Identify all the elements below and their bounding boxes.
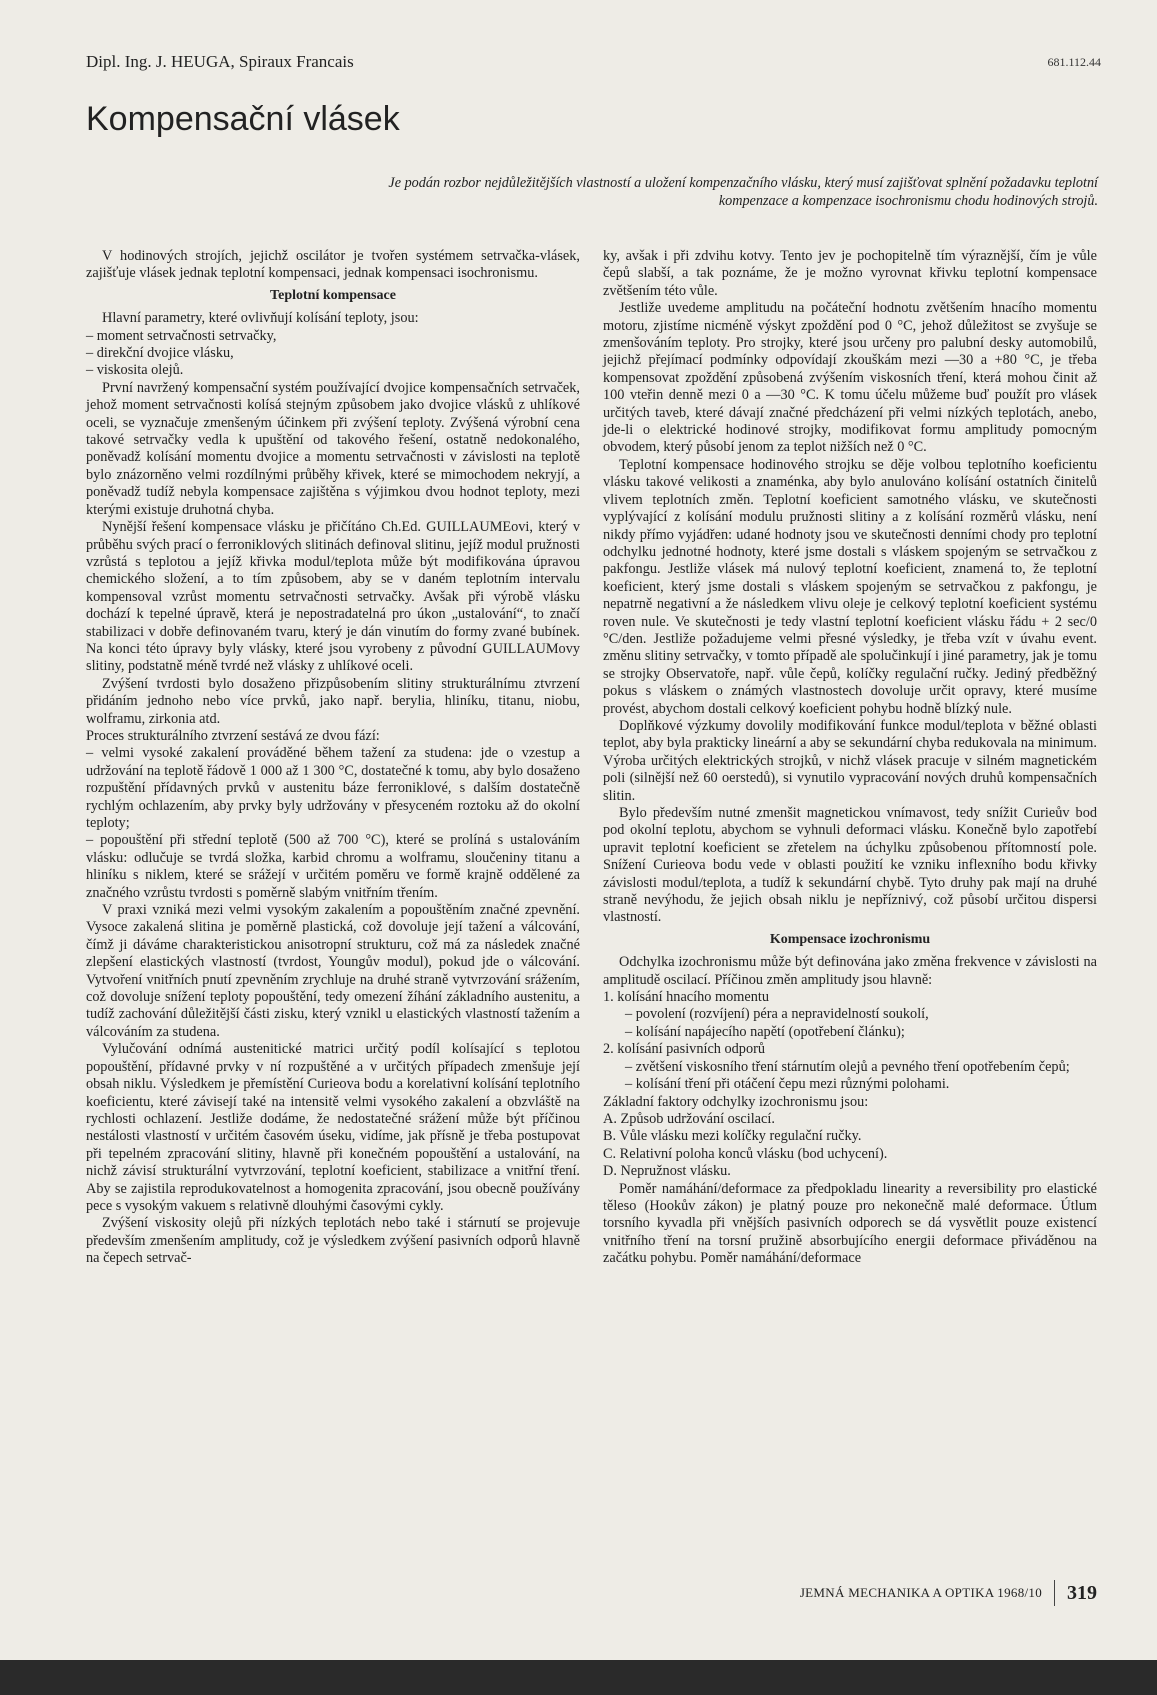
paragraph: ky, avšak i při zdvihu kotvy. Tento jev je pochopitelně tím výraznější, čím je vůle čepů slabší, a tak poznáme, že je možno vyrovnat křivku teplotní kompensace zvětšením této vůle.	[603, 248, 1097, 299]
paragraph: Nynější řešení kompensace vlásku je přičítáno Ch.Ed. GUILLAUMEovi, který v průběhu svých prací o ferroniklových slitinách definoval slitinu, jejíž modul pružnosti vzrůstá s teplotou a jejíž křivka modul/teplota může být modifikována úpravou chemického složení, a to tím způsobem, aby se v daném teplotním intervalu kompensoval vzrůst momentu setrvačnosti setrvačky. Avšak při výrobě vlásku dochází k tepelné úpravě, která je nepostradatelná pro úkon „ustalování“, to značí stabilizaci v dobře definovaném tvaru, který je dán vinutím do formy zvané bubínek. Na konci této úpravy byly vlásky, které jsou vyrobeny z původní GUILLAUMovy slitiny, podstatně méně tvrdé než vlásky z uhlíkové oceli.	[86, 519, 580, 675]
paragraph: Vylučování odnímá austenitické matrici určitý podíl kolísající s teplotou popouštění, přídavné prvky v ní rozpuštěné a v určitých případech zmenšuje její obsah niklu. Výsledkem je přemístění Curieova bodu a korelativní kolísání teplotního koeficientu, které závisejí také na intensitě velmi vysokého zakalení a obzvláště na rychlosti ochlazení. Jestliže dodáme, že nedostatečné srážení může být příčinou nestálosti vlastností v určitém časovém úseku, vidíme, jak přísně je třeba postupovat při tepelném zpracování slitiny, hlavně při konečném popouštění a ustalování, na nichž závisí strukturální vytvrzování, teplotní koeficient, stabilizace a vnitřní tření. Aby se zajistila reprodukovatelnost a homogenita zpracování, jsou obecně používány pece s vysokým vakuem s relativně dlouhými časovými cykly.	[86, 1041, 580, 1214]
paragraph: Zvýšení tvrdosti bylo dosaženo přizpůsobením slitiny strukturálnímu ztvrzení přidáním jednoho nebo více prvků, jako např. berylia, hliníku, titanu, niobu, wolframu, zirkonia atd.	[86, 675, 580, 727]
paragraph: Jestliže uvedeme amplitudu na počáteční hodnotu zvětšením hnacího momentu motoru, zjistíme nicméně výskyt zpoždění pod 0 °C, jehož důležitost se zvyšuje se zmenšováním teploty. Pro strojky, které jsou určeny pro palubní desky automobilů, jejichž přejímací podmínky odpovídají zkouškám mezi —30 a +80 °C, je třeba kompensovat zpoždění způsobená zvýšením viskosních tření, která mohou činit až 100 vteřin denně mezi 0 a —30 °C. K tomu účelu můžeme buď použít pro vlásek určitých taveb, které dávají značné předcházení při velmi nízkých teplotách, anebo, jde-li o elektrické hodinové strojky, modifikovat formu amplitudy pomocným obvodem, který působí jenom za teplot nižších než 0 °C.	[603, 300, 1097, 456]
param-item: – viskosita olejů.	[86, 362, 184, 379]
factor-item: B. Vůle vlásku mezi kolíčky regulační ručky.	[603, 1128, 862, 1145]
right-column	[603, 248, 1097, 1268]
page-footer	[800, 1580, 1097, 1606]
factor-item: A. Způsob udržování oscilací.	[603, 1110, 775, 1127]
param-item: – moment setrvačnosti setrvačky,	[86, 327, 277, 344]
left-column	[86, 248, 580, 1268]
params-intro: Hlavní parametry, které ovlivňují kolísání teploty, jsou:	[102, 310, 419, 327]
section-heading-isochronism: Kompensace izochronismu	[769, 931, 931, 947]
paragraph: Bylo především nutné zmenšit magnetickou vnímavost, tedy snížit Curieův bod pod okolní teplotu, abychom se vyhnuli deformaci vlásku. Konečně bylo zapotřebí upravit teplotní koeficient se zřetelem na úchylku způsobenou přítomností pole. Snížení Curieova bodu vede v oblasti použití ke vzniku inflexního bodu křivky závislosti modul/teplota, a tudíž k sekundární chybě. Tyto druhy pak mají na druhé straně nevýhodu, že jejich obsah niklu je nepříznivý, což působí určitou dispersi vlastností.	[603, 805, 1097, 926]
paragraph: – popouštění při střední teplotě (500 až 700 °C), které se prolíná s ustalováním vlásku: odlučuje se tvrdá složka, karbid chromu a wolframu, sloučeniny titanu a hliníku s niklem, které se srážejí v určitém poměru ve formě krajně oddělené za značného vzrůstu tvrdosti s poměrně slabým vnitřním třením.	[86, 832, 580, 901]
scan-edge	[0, 1660, 1157, 1695]
paragraph: Proces strukturálního ztvrzení sestává ze dvou fází:	[86, 727, 380, 744]
footer-divider	[1054, 1580, 1055, 1606]
paragraph: Zvýšení viskosity olejů při nízkých teplotách nebo také i stárnutí se projevuje především zmenšením amplitudy, což je výsledkem zvýšení pasivních odporů hlavně na čepech setrvač-	[86, 1215, 580, 1267]
article-title: Kompensační vlásek	[86, 100, 400, 138]
cause-list-item: – kolísání tření při otáčení čepu mezi různými polohami.	[625, 1076, 950, 1093]
page-number: 319	[1067, 1581, 1097, 1604]
cause-list	[603, 989, 1097, 1093]
paragraph: V praxi vzniká mezi velmi vysokým zakalením a popouštěním značné zpevnění. Vysoce zakalená slitina je poměrně plastická, což dovoluje její tažení a válcování, čímž ji dáváme charakteristickou anisotropní strukturu, což má za následek značné zlepšení elastických vlastností (tvrdost, Youngův modul), pokud jde o válcování. Vytvoření vnitřních pnutí zpevněním zrychluje na druhé straně vytvrzování srážením, což dovoluje snížení teploty popouštění, tedy omezení žíhání základního austenitu, a tudíž zachování důležitější části zisku, který vznikl u elastických vlastností tažením a válcováním za studena.	[86, 902, 580, 1040]
cause-list-item: – zvětšení viskosního tření stárnutím olejů a pevného tření opotřebením čepů;	[625, 1058, 1070, 1075]
journal-name: JEMNÁ MECHANIKA A OPTIKA 1968/10	[799, 1585, 1042, 1600]
intro-paragraph: V hodinových strojích, jejichž oscilátor je tvořen systémem setrvačka-vlásek, zajišťuje vlásek jednak teplotní kompensaci, jednak kompensaci isochronismu.	[86, 248, 580, 282]
udc-code: 681.112.44	[1047, 55, 1101, 69]
factor-item: D. Nepružnost vlásku.	[603, 1163, 731, 1180]
param-item: – direkční dvojice vlásku,	[86, 345, 234, 362]
cause-list-item: – kolísání napájecího napětí (opotřebení článku);	[625, 1023, 905, 1040]
cause-list-item: 2. kolísání pasivních odporů	[603, 1041, 766, 1058]
factor-item: C. Relativní poloha konců vlásku (bod uchycení).	[603, 1145, 888, 1162]
cause-list-item: – povolení (rozvíjení) péra a nepravidelností soukolí,	[625, 1006, 929, 1023]
paragraph: Teplotní kompensace hodinového strojku se děje volbou teplotního koeficientu vlásku takové velikosti a znaménka, aby bylo anulováno kolísání ostatních činitelů vlivem teplotních změn. Teplotní koeficient samotného vlásku, ve skutečnosti vyplývající z kolísání modulu pružnosti slitiny a z kolísání rozměrů vlásku, není nikdy přímo vyjádřen: udané hodnoty jsou ve skutečnosti denními chody pro teplotní odchylku jednotné hodnoty, které jsme dostali s vláskem spojeným se setrvačkou z pakfongu. Jestliže vlásek má nulový teplotní koeficient, znamená to, že teplotní koeficient, který jsme dostali s vláskem spojeným se setrvačkou z pakfongu, je nepatrně negativní a že následkem vlivu oleje je celkový teplotní koeficient systému roven nule. Ve skutečnosti je tedy vlastní teplotní koeficient vlásku řádu + 2 sec/0 °C/den. Jestliže požadujeme velmi přesné výsledky, je třeba vzít v úvahu event. změnu slitiny setrvačky, v tomto případě ale spolučinkují i jiné parametry, jak je tomu se strojky Observatoře, např. vůle čepů, kolíčky regulační ručky. Jediný předběžný pokus s vláskem o známých vlastnostech dovoluje určit opravy, které musíme provést, abychom dostali celkový koeficient pohybu hodně blízký nule.	[603, 456, 1097, 717]
abstract: Je podán rozbor nejdůležitějších vlastností a uložení kompenzačního vlásku, který musí zajišťovat splnění požadavku teplotní kompenzace a kompenzace isochronismu chodu hodinových strojů.	[388, 175, 1098, 209]
paragraph: Odchylka izochronismu může být definována jako změna frekvence v závislosti na amplitudě oscilací. Příčinou změn amplitudy jsou hlavně:	[603, 954, 1097, 988]
paragraph: Doplňkové výzkumy dovolily modifikování funkce modul/teplota v běžné oblasti teplot, aby byla prakticky lineární a aby se sekundární chyba redukovala na minimum. Výroba určitých elektrických strojků, v nichž vlásek pracuje v silném magnetickém poli (silnější než 60 oerstedů), si vynutilo vypracování nových druhů kompensačních slitin.	[603, 717, 1097, 804]
section-heading-thermal: Teplotní kompensace	[270, 287, 396, 303]
factors-intro: Základní faktory odchylky izochronismu jsou:	[603, 1093, 869, 1110]
author-line: Dipl. Ing. J. HEUGA, Spiraux Francais	[86, 52, 354, 71]
paragraph: První navržený kompensační systém používající dvojice kompensačních setrvaček, jehož moment setrvačnosti kolísá stejným způsobem jako dvojice vlásků z uhlíkové oceli, se vyznačuje zmenšeným účinkem při zvýšení teploty. Zvýšená výrobní cena takové setrvačky vedla k upuštění od takového řešení, ostatně nedokonalého, poněvadž kolísání momentu dvojice a momentu setrvačnosti v závislosti na teplotě bylo znázorněno velmi rozdílnými průběhy křivek, které se mimochodem nekryjí, a poněvadž tudíž nebyla kompensace zajištěna s výjimkou dvou hodnot teploty, mezi kterými existuje druhotná chyba.	[86, 379, 580, 518]
cause-list-item: 1. kolísání hnacího momentu	[603, 989, 769, 1006]
paragraph: – velmi vysoké zakalení prováděné během tažení za studena: jde o vzestup a udržování na teplotě řádově 1 000 až 1 300 °C, dostatečné k tomu, aby bylo dosaženo rozpuštění přídavných prvků v austenitu báze ferroniklové, s dalším dostatečně rychlým ochlazením, aby prvky byly udržovány v přesyceném roztoku až do okolní teploty;	[86, 745, 580, 831]
paragraph: Poměr namáhání/deformace za předpokladu linearity a reversibility pro elastické těleso (Hookův zákon) je platný pouze pro nekonečně malé deformace. Útlum torsního kyvadla při vnějších pasivních odporech se dá vysvětlit pouze existencí vnitřního tření na torsní pružině absorbujícího energii deformace přiváděnou na začátku pohybu. Poměr namáhání/deformace	[603, 1180, 1097, 1267]
